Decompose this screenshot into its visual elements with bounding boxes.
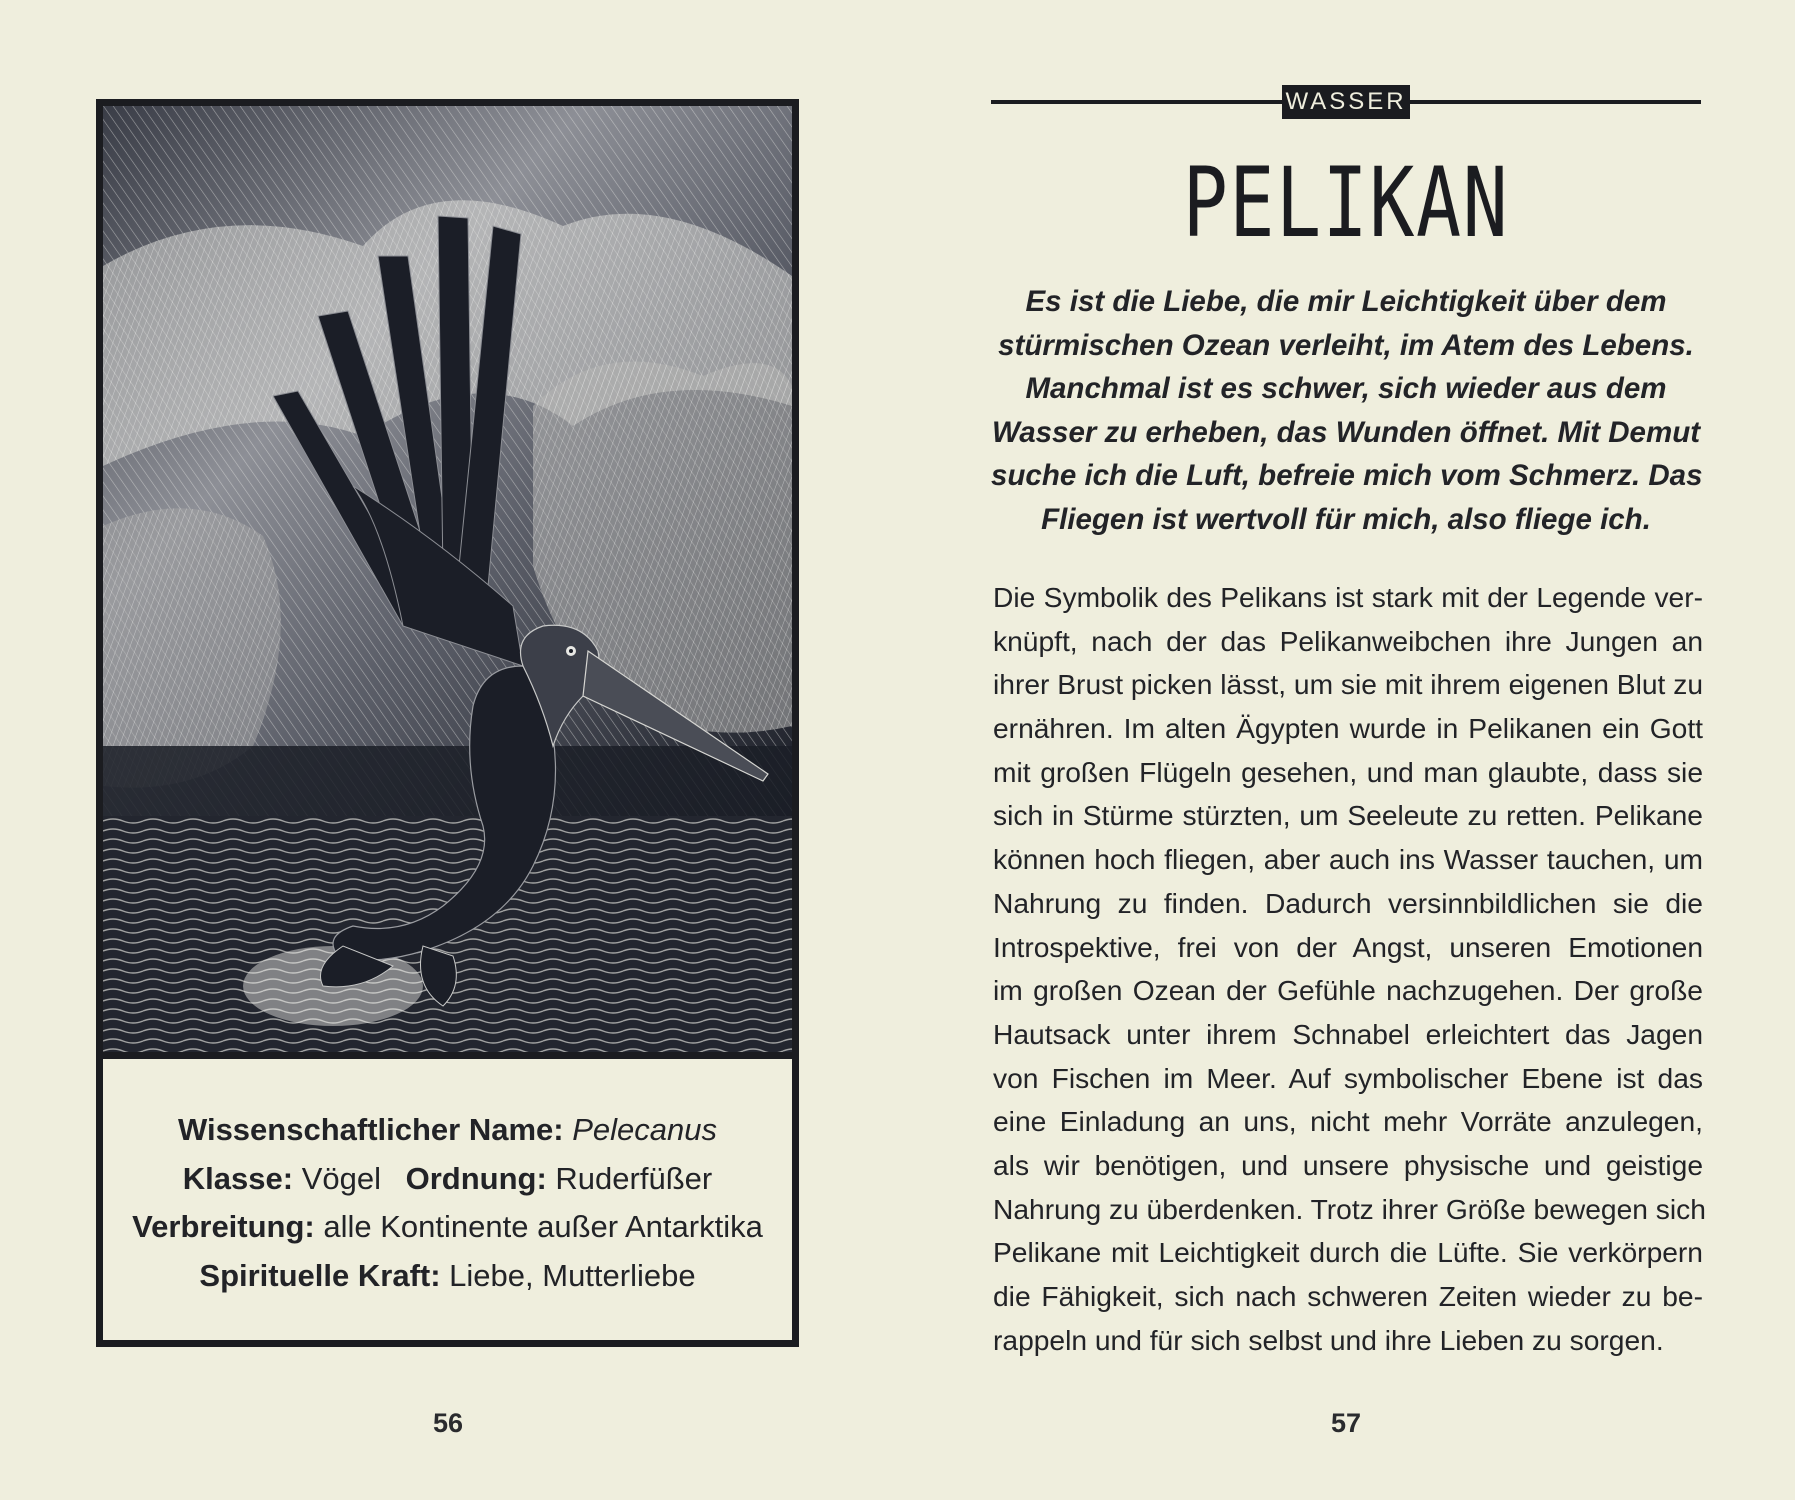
order-label: Ordnung: [405, 1160, 547, 1196]
body-line: können hoch fliegen, aber auch ins Wasser tauchen, um [993, 843, 1703, 876]
body-line: im großen Ozean der Gefühle nachzugehen. Der große [993, 974, 1703, 1007]
pelican-illustration [103, 106, 792, 1052]
body-text [993, 576, 1706, 1362]
body-line: mit großen Flügeln gesehen, und man glaubte, dass sie [993, 755, 1703, 788]
body-line: als wir benötigen, und unsere physische und geistige [993, 1148, 1703, 1181]
body-line: Die Symbolik des Pelikans ist stark mit der Legende ver- [993, 581, 1703, 613]
quote-line: Fliegen ist wertvoll für mich, also fliege ich. [1041, 502, 1651, 536]
body-line: ihrer Brust picken lässt, um sie mit ihrem eigenen Blut zu [993, 668, 1703, 701]
distribution-value: alle Kontinente außer Antarktika [323, 1209, 763, 1244]
fact-scientific-name [103, 1106, 792, 1155]
page-number-left: 56 [432, 1408, 464, 1438]
page-title: PELIKAN [1182, 147, 1510, 259]
body-line: Hautsack unter ihrem Schnabel erleichtert das Jagen [993, 1017, 1703, 1050]
fact-class-order [103, 1155, 792, 1204]
pelican-engraving-image [103, 106, 792, 1052]
animal-card [96, 99, 799, 1347]
spiritual-power-label: Spirituelle Kraft: [199, 1257, 441, 1293]
body-line: Nahrung zu finden. Dadurch versinnbildlichen sie die [993, 886, 1703, 919]
body-line: Pelikane mit Leichtigkeit durch die Lüfte. Sie verkörpern [993, 1236, 1703, 1269]
quote-line: Wasser zu erheben, das Wunden öffnet. Mit Demut [991, 415, 1701, 449]
class-label: Klasse: [182, 1160, 294, 1196]
body-line: rappeln und für sich selbst und ihre Lieben zu sorgen. [993, 1323, 1664, 1356]
quote-line: Manchmal ist es schwer, sich wieder aus dem [1025, 372, 1667, 406]
body-line: sich in Stürme stürzten, um Seeleute zu retten. Pelikane [993, 799, 1703, 832]
body-line: von Fischen im Meer. Auf symbolischer Ebene ist das [993, 1061, 1703, 1094]
quote-line: stürmischen Ozean verleiht, im Atem des Lebens. [998, 328, 1694, 362]
fact-spiritual-power [103, 1252, 792, 1301]
body-line: eine Einladung an uns, nicht mehr Vorräte anzulegen, [993, 1105, 1703, 1138]
quote-line: suche ich die Luft, befreie mich vom Schmerz. Das [991, 459, 1703, 493]
scientific-name-value: Pelecanus [572, 1112, 718, 1147]
section-tag [1282, 85, 1410, 119]
section-label: WASSER [1285, 88, 1407, 115]
class-value: Vögel [301, 1160, 381, 1196]
body-line: ernähren. Im alten Ägypten wurde in Pelikanen ein Gott [993, 712, 1703, 745]
fact-distribution [103, 1203, 792, 1252]
body-line: knüpft, nach der das Pelikanweibchen ihre Jungen an [993, 624, 1703, 657]
order-value: Ruderfüßer [555, 1160, 713, 1196]
animal-quote [991, 280, 1701, 542]
species-facts [103, 1106, 792, 1300]
quote-line: Es ist die Liebe, die mir Leichtigkeit über dem [1025, 285, 1667, 318]
card-divider [103, 1052, 792, 1059]
body-line: die Fähigkeit, sich nach schweren Zeiten wieder zu be- [993, 1280, 1703, 1312]
left-page [0, 0, 897, 1500]
distribution-label: Verbreitung: [132, 1209, 315, 1244]
page-number-right: 57 [1330, 1408, 1362, 1438]
body-line: Introspektive, frei von der Angst, unseren Emotionen [993, 930, 1703, 963]
body-line: Nahrung zu überdenken. Trotz ihrer Größe bewegen sich [993, 1192, 1706, 1225]
scientific-name-label: Wissenschaftlicher Name: [177, 1112, 564, 1147]
spiritual-power-value: Liebe, Mutterliebe [449, 1257, 696, 1293]
